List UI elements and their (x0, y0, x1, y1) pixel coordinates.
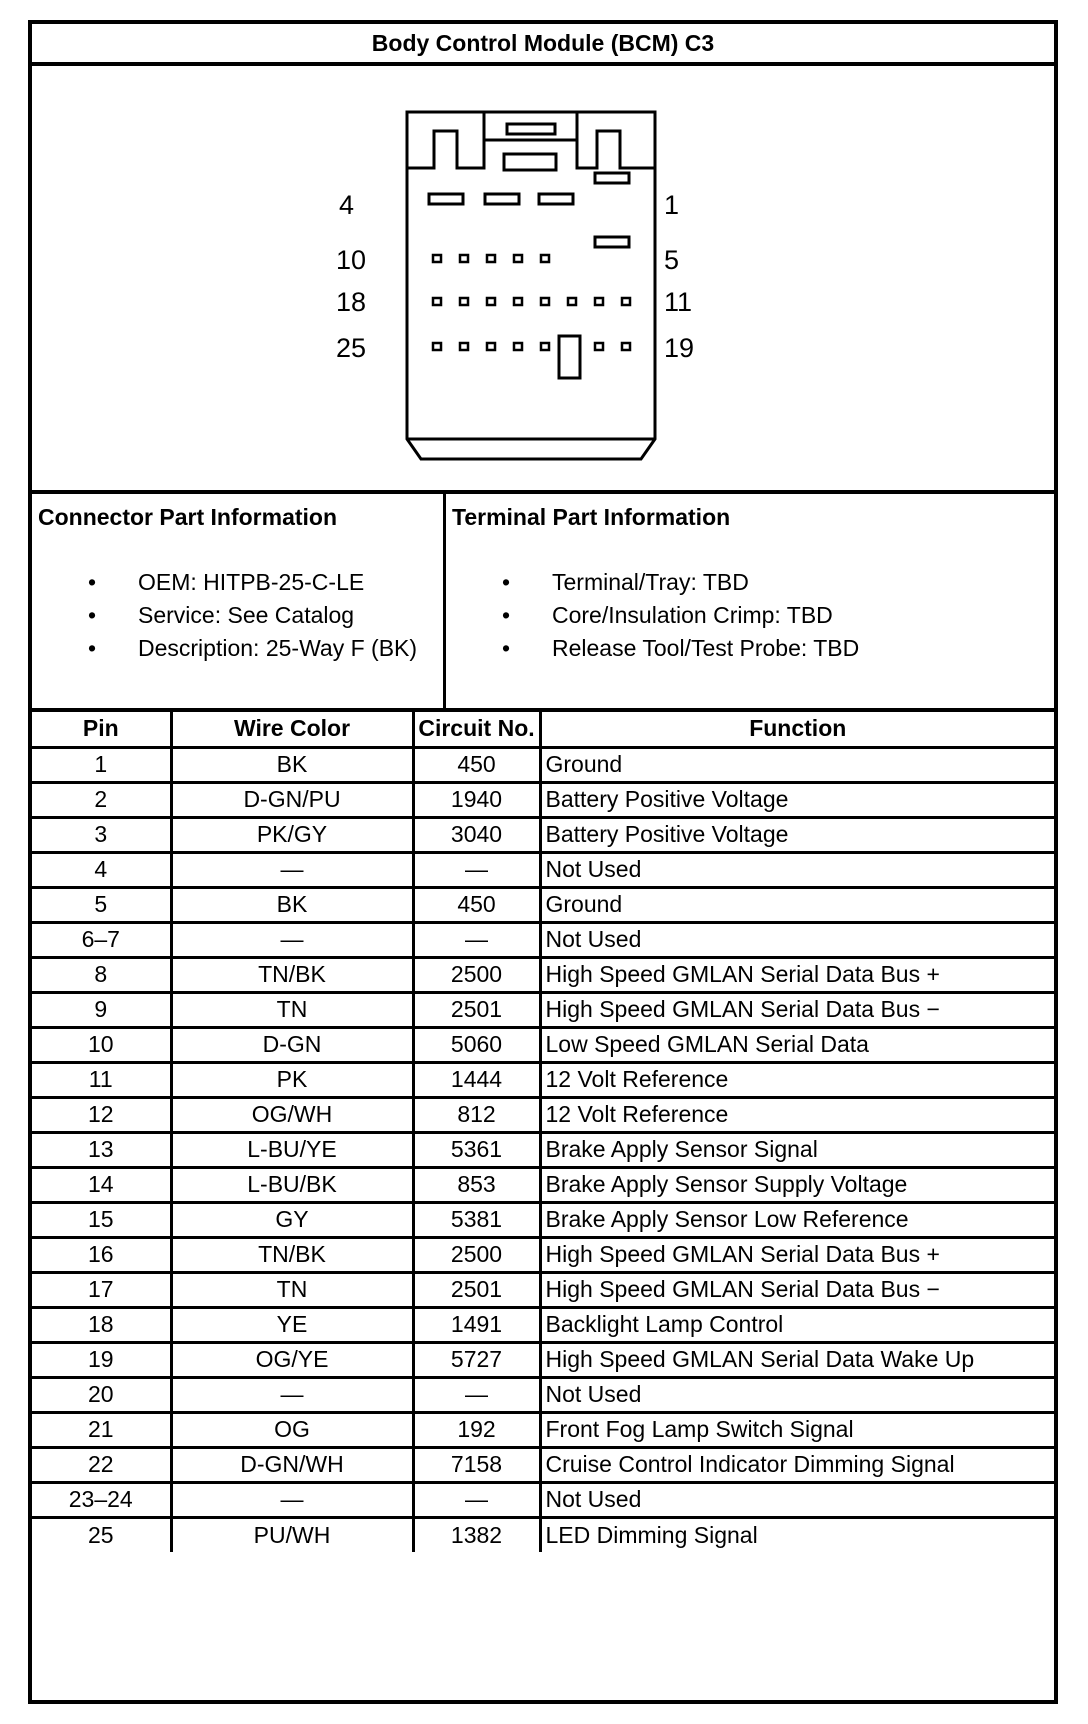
cell-function: High Speed GMLAN Serial Data Wake Up (540, 1342, 1054, 1377)
header-circuit-no: Circuit No. (413, 712, 540, 747)
cell-function: Battery Positive Voltage (540, 782, 1054, 817)
cell-pin: 2 (32, 782, 171, 817)
cell-pin: 10 (32, 1027, 171, 1062)
cell-function: High Speed GMLAN Serial Data Bus − (540, 1272, 1054, 1307)
cell-circuit-no: 3040 (413, 817, 540, 852)
table-row (32, 747, 1054, 782)
table-row (32, 1167, 1054, 1202)
list-item: • Description: 25-Way F (BK) (38, 632, 443, 665)
cell-wire-color: PU/WH (171, 1517, 413, 1552)
cell-function: LED Dimming Signal (540, 1517, 1054, 1552)
connector-part-info-heading: Connector Part Information (38, 504, 338, 530)
cell-wire-color: D-GN (171, 1027, 413, 1062)
connector-outline (407, 112, 655, 459)
cell-function: Brake Apply Sensor Signal (540, 1132, 1054, 1167)
table-row (32, 817, 1054, 852)
cell-circuit-no: 5361 (413, 1132, 540, 1167)
cell-wire-color: GY (171, 1202, 413, 1237)
cell-pin: 5 (32, 887, 171, 922)
list-item: • Service: See Catalog (38, 599, 443, 632)
cell-function: 12 Volt Reference (540, 1062, 1054, 1097)
cell-pin: 17 (32, 1272, 171, 1307)
cell-function: Not Used (540, 852, 1054, 887)
cell-circuit-no: 5381 (413, 1202, 540, 1237)
cell-pin: 15 (32, 1202, 171, 1237)
cell-wire-color: PK (171, 1062, 413, 1097)
table-row (32, 1062, 1054, 1097)
cell-circuit-no: 2500 (413, 957, 540, 992)
connector-diagram (32, 66, 1054, 494)
cell-circuit-no: 853 (413, 1167, 540, 1202)
cell-circuit-no: 5727 (413, 1342, 540, 1377)
cell-wire-color: YE (171, 1307, 413, 1342)
cell-wire-color: — (171, 852, 413, 887)
cell-wire-color: D-GN/PU (171, 782, 413, 817)
cell-function: Backlight Lamp Control (540, 1307, 1054, 1342)
table-row (32, 1272, 1054, 1307)
terminal-part-info-heading: Terminal Part Information (452, 504, 731, 530)
table-row (32, 782, 1054, 817)
cell-pin: 23–24 (32, 1482, 171, 1517)
cell-wire-color: PK/GY (171, 817, 413, 852)
table-row (32, 957, 1054, 992)
cell-wire-color: — (171, 922, 413, 957)
table-row (32, 887, 1054, 922)
list-item: • OEM: HITPB-25-C-LE (38, 566, 443, 599)
cell-wire-color: OG/WH (171, 1097, 413, 1132)
connector-key-slot-top (507, 124, 555, 134)
pin-label-1: 1 (664, 190, 680, 220)
bullet-icon: • (88, 602, 97, 628)
cell-pin: 9 (32, 992, 171, 1027)
cell-circuit-no: 450 (413, 747, 540, 782)
part-info-section (32, 494, 1054, 712)
cell-wire-color: OG (171, 1412, 413, 1447)
terminal-part-info-list (452, 566, 1054, 665)
cell-wire-color: L-BU/BK (171, 1167, 413, 1202)
cell-pin: 11 (32, 1062, 171, 1097)
cell-function: Cruise Control Indicator Dimming Signal (540, 1447, 1054, 1482)
cell-circuit-no: 192 (413, 1412, 540, 1447)
cell-wire-color: TN (171, 1272, 413, 1307)
cell-pin: 12 (32, 1097, 171, 1132)
cavity-pin-2 (539, 194, 573, 204)
cell-function: Not Used (540, 1482, 1054, 1517)
table-body (32, 747, 1054, 1552)
cell-pin: 13 (32, 1132, 171, 1167)
cell-function: 12 Volt Reference (540, 1097, 1054, 1132)
cell-function: Brake Apply Sensor Supply Voltage (540, 1167, 1054, 1202)
connector-sheet (28, 20, 1058, 1704)
cell-pin: 22 (32, 1447, 171, 1482)
cell-function: Not Used (540, 1377, 1054, 1412)
cell-circuit-no: — (413, 1377, 540, 1412)
pin-label-5: 5 (664, 245, 680, 275)
table-row (32, 1482, 1054, 1517)
cell-function: High Speed GMLAN Serial Data Bus + (540, 1237, 1054, 1272)
table-row (32, 922, 1054, 957)
table-row (32, 852, 1054, 887)
cell-function: Low Speed GMLAN Serial Data (540, 1027, 1054, 1062)
pin-label-4: 4 (339, 190, 355, 220)
table-header-row (32, 712, 1054, 747)
cell-function: High Speed GMLAN Serial Data Bus + (540, 957, 1054, 992)
cell-wire-color: TN/BK (171, 957, 413, 992)
table-row (32, 1237, 1054, 1272)
cell-circuit-no: 812 (413, 1097, 540, 1132)
cell-pin: 20 (32, 1377, 171, 1412)
connector-part-info-list (38, 566, 443, 665)
cell-pin: 16 (32, 1237, 171, 1272)
connector-key-slot (504, 154, 556, 170)
table-row (32, 1097, 1054, 1132)
header-function: Function (540, 712, 1054, 747)
table-row (32, 1377, 1054, 1412)
table-row (32, 1517, 1054, 1552)
cell-circuit-no: 1940 (413, 782, 540, 817)
cell-wire-color: D-GN/WH (171, 1447, 413, 1482)
pin-label-11: 11 (664, 287, 693, 317)
cell-pin: 8 (32, 957, 171, 992)
bullet-icon: • (502, 569, 511, 595)
table-row (32, 1342, 1054, 1377)
cell-wire-color: — (171, 1377, 413, 1412)
cell-pin: 25 (32, 1517, 171, 1552)
connector-face-drawing (32, 66, 1054, 490)
cell-circuit-no: 1491 (413, 1307, 540, 1342)
header-wire-color: Wire Color (171, 712, 413, 747)
cell-function: Ground (540, 887, 1054, 922)
bullet-icon: • (88, 635, 97, 661)
cell-circuit-no: — (413, 1482, 540, 1517)
bullet-icon: • (502, 602, 511, 628)
cavity-pin-4 (429, 194, 463, 204)
header-pin: Pin (32, 712, 171, 747)
cell-circuit-no: 450 (413, 887, 540, 922)
cell-function: Brake Apply Sensor Low Reference (540, 1202, 1054, 1237)
cell-pin: 1 (32, 747, 171, 782)
cell-wire-color: OG/YE (171, 1342, 413, 1377)
cell-function: Battery Positive Voltage (540, 817, 1054, 852)
cell-pin: 3 (32, 817, 171, 852)
cell-circuit-no: 1382 (413, 1517, 540, 1552)
cell-circuit-no: 7158 (413, 1447, 540, 1482)
bullet-icon: • (88, 569, 97, 595)
sheet-title: Body Control Module (BCM) C3 (32, 24, 1054, 66)
table-row (32, 992, 1054, 1027)
cell-pin: 4 (32, 852, 171, 887)
cell-pin: 19 (32, 1342, 171, 1377)
cell-function: Ground (540, 747, 1054, 782)
cell-wire-color: L-BU/YE (171, 1132, 413, 1167)
table-row (32, 1447, 1054, 1482)
cell-circuit-no: 5060 (413, 1027, 540, 1062)
pin-label-18: 18 (336, 287, 367, 317)
cell-pin: 18 (32, 1307, 171, 1342)
cell-wire-color: BK (171, 747, 413, 782)
cell-function: Not Used (540, 922, 1054, 957)
cell-circuit-no: 1444 (413, 1062, 540, 1097)
pin-label-25: 25 (336, 333, 367, 363)
table-row (32, 1027, 1054, 1062)
cell-circuit-no: — (413, 852, 540, 887)
cell-pin: 21 (32, 1412, 171, 1447)
table-row (32, 1132, 1054, 1167)
list-item: • Core/Insulation Crimp: TBD (452, 599, 1054, 632)
cavity-pin-3 (485, 194, 519, 204)
table-row (32, 1307, 1054, 1342)
terminal-part-info (446, 494, 1054, 708)
pinout-table (32, 712, 1054, 1552)
cell-wire-color: — (171, 1482, 413, 1517)
cell-circuit-no: 2501 (413, 1272, 540, 1307)
cell-wire-color: TN/BK (171, 1237, 413, 1272)
connector-center-latch (559, 336, 580, 378)
table-row (32, 1202, 1054, 1237)
cell-circuit-no: 2500 (413, 1237, 540, 1272)
cell-circuit-no: 2501 (413, 992, 540, 1027)
list-item: • Release Tool/Test Probe: TBD (452, 632, 1054, 665)
table-row (32, 1412, 1054, 1447)
cell-pin: 6–7 (32, 922, 171, 957)
cell-wire-color: TN (171, 992, 413, 1027)
cell-circuit-no: — (413, 922, 540, 957)
pin-label-19: 19 (664, 333, 695, 363)
cell-wire-color: BK (171, 887, 413, 922)
connector-part-info (32, 494, 446, 708)
bullet-icon: • (502, 635, 511, 661)
pin-label-10: 10 (336, 245, 367, 275)
cell-function: High Speed GMLAN Serial Data Bus − (540, 992, 1054, 1027)
cavity-pin-1 (595, 173, 629, 183)
cavity-pin-5 (595, 237, 629, 247)
list-item: • Terminal/Tray: TBD (452, 566, 1054, 599)
cell-function: Front Fog Lamp Switch Signal (540, 1412, 1054, 1447)
cell-pin: 14 (32, 1167, 171, 1202)
